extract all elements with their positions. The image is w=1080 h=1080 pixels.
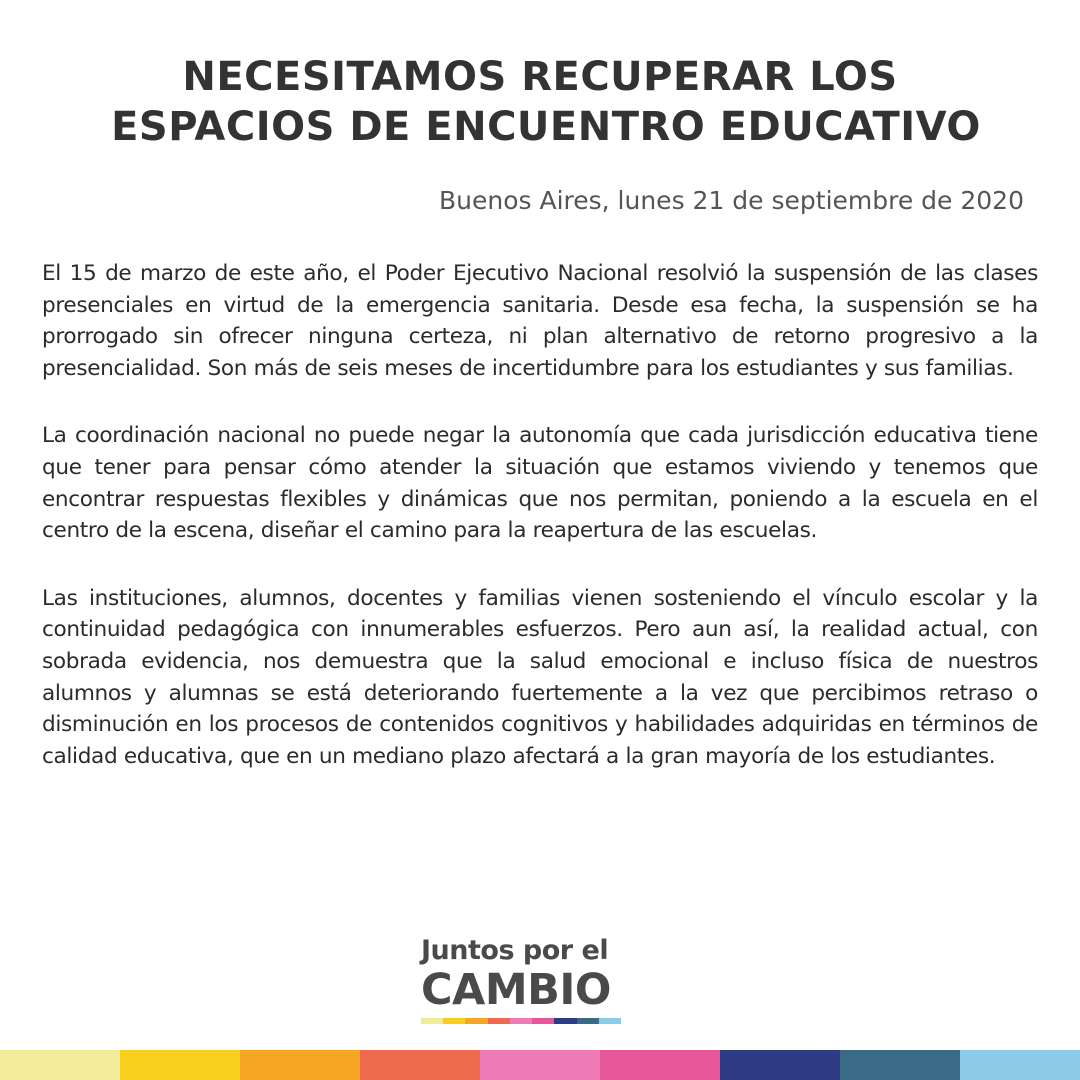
title-line-1: NECESITAMOS RECUPERAR LOS [182,54,898,100]
title-line-2: ESPACIOS DE ENCUENTRO EDUCATIVO [111,104,981,150]
bottom-band-segment-5 [480,1050,600,1080]
bottom-band-segment-9 [960,1050,1080,1080]
logo-stripe-segment-3 [465,1018,487,1024]
logo-stripe-segment-2 [443,1018,465,1024]
statement-body [42,258,1038,808]
logo-stripe-segment-4 [488,1018,510,1024]
dateline: Buenos Aires, lunes 21 de septiembre de 2020 [438,186,1024,215]
bottom-band-segment-1 [0,1050,120,1080]
bottom-band-segment-7 [720,1050,840,1080]
bottom-band-segment-4 [360,1050,480,1080]
paragraph-1: El 15 de marzo de este año, el Poder Ejecutivo Nacional resolvió la suspensión de las clases presenciales en virtud de la emergencia sanitaria. Desde esa fecha, la suspensión se ha prorrogado sin ofrecer ninguna certeza, ni plan alternativo de retorno progresivo a la presencialidad. Son más de seis meses de incertidumbre para los estudiantes y sus familias. [42,261,1038,381]
logo-color-stripe [421,1018,621,1024]
logo-stripe-segment-1 [421,1018,443,1024]
logo-stripe-segment-8 [577,1018,599,1024]
paragraph-3: Las instituciones, alumnos, docentes y familias vienen sosteniendo el vínculo escolar y la continuidad pedagógica con innumerables esfuerzos. Pero aun así, la realidad actual, con sobrada evidencia, nos demuestra que la salud emocional e incluso física de nuestros alumnos y alumnas se está deteriorando fuertemente a la vez que percibimos retraso o disminución en los procesos de contenidos cognitivos y habilidades adquiridas en términos de calidad educativa, que en un mediano plazo afectará a la gran mayoría de los estudiantes. [42,585,1038,769]
bottom-band-segment-8 [840,1050,960,1080]
page-title [0,52,1080,152]
paragraph-2: La coordinación nacional no puede negar la autonomía que cada jurisdicción educativa tiene que tener para pensar cómo atender la situación que estamos viviendo y tenemos que encontrar respuestas flexibles y dinámicas que nos permitan, poniendo a la escuela en el centro de la escena, diseñar el camino para la reapertura de las escuelas. [42,423,1038,544]
logo-stripe-segment-5 [510,1018,532,1024]
logo-stripe-segment-7 [554,1018,576,1024]
logo-text-top: Juntos por el [421,935,609,966]
logo-stripe-segment-9 [599,1018,621,1024]
bottom-band-segment-6 [600,1050,720,1080]
logo-stripe-segment-6 [532,1018,554,1024]
bottom-band-segment-2 [120,1050,240,1080]
juntos-por-el-cambio-logo [421,934,623,1024]
logo-text-bottom: CAMBIO [421,965,611,1015]
bottom-color-band [0,1050,1080,1080]
bottom-band-segment-3 [240,1050,360,1080]
